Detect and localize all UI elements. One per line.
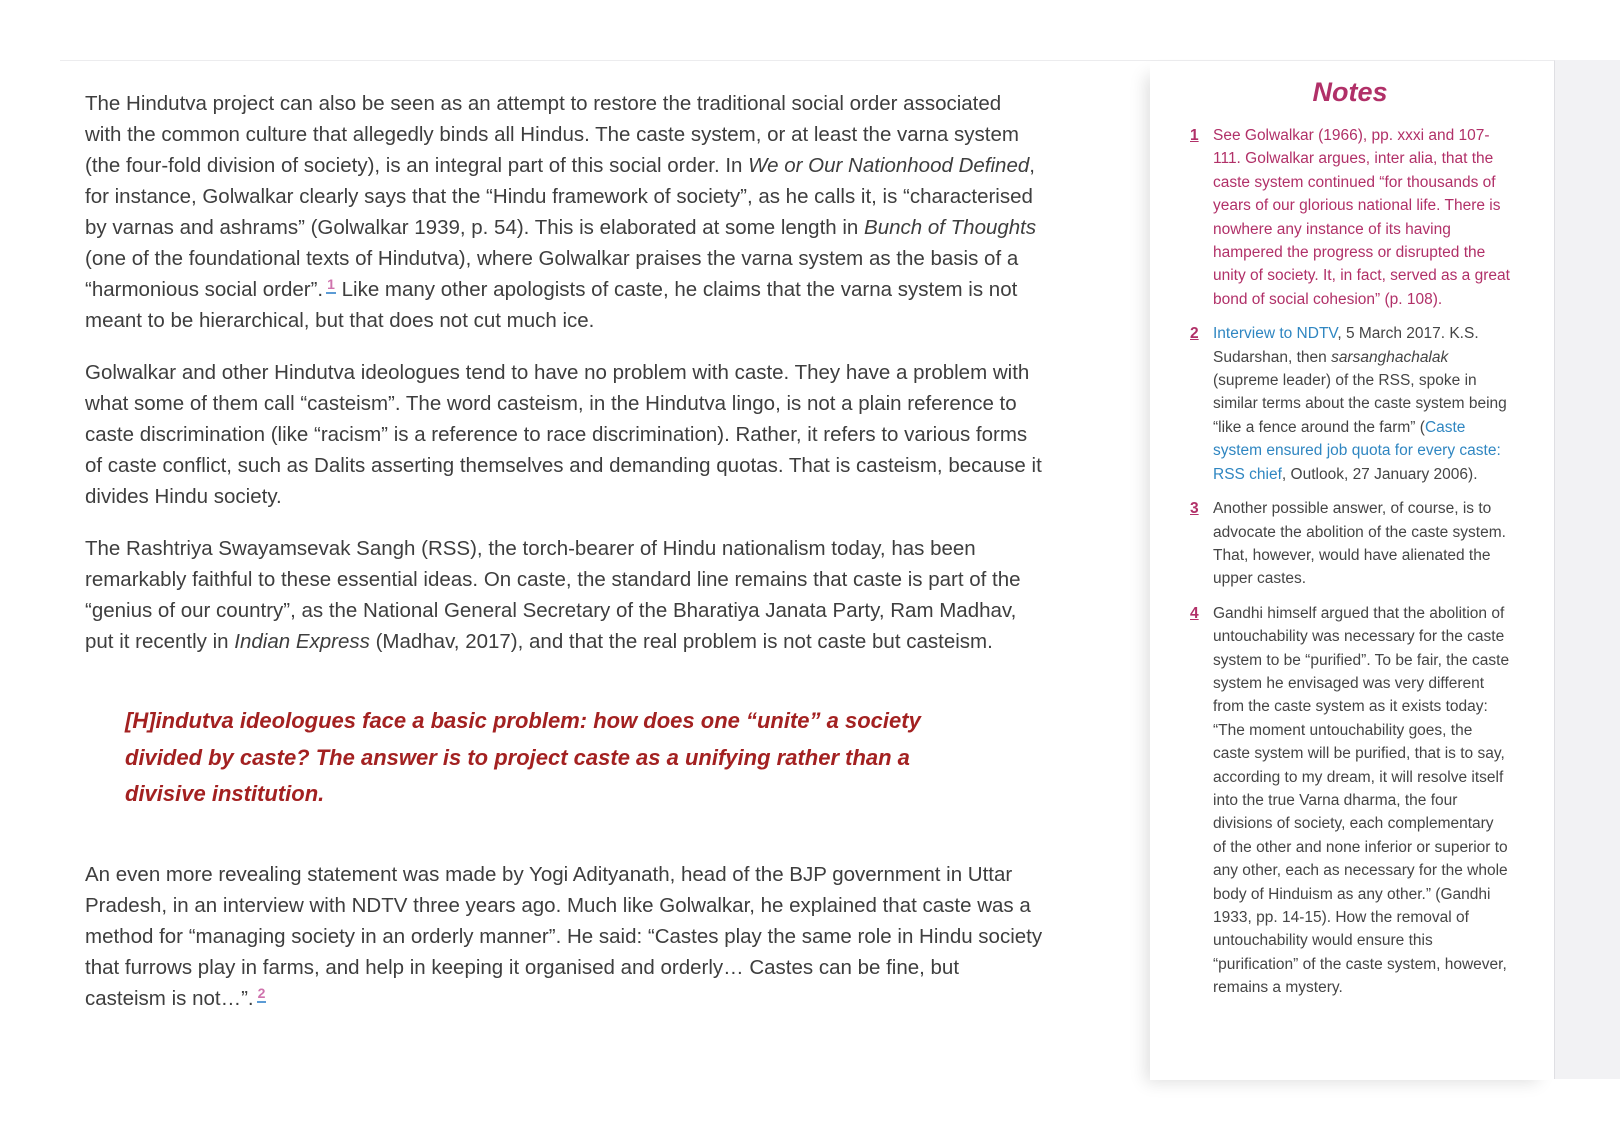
text-segment: sarsanghachalak	[1331, 348, 1449, 366]
footnote-ref[interactable]: 2	[257, 984, 266, 1001]
text-segment: The Rashtriya Swayamsevak Sangh (RSS), the torch-bearer of Hindu nationalism today, has been remarkably faithful to these essential ideas. On caste, the standard line remains that caste is part of the “genius of our country”, as the National General Secretary of the Bharatiya Janata Party, Ram Madhav, put it recently in	[85, 537, 1021, 653]
page-gutter	[1555, 60, 1620, 1079]
text-segment: , Outlook, 27 January 2006).	[1281, 465, 1478, 483]
text-segment: (Madhav, 2017), and that the real problem is not caste but casteism.	[369, 630, 993, 653]
text-segment: , 5 March 2017. K.S. Sudarshan, then	[1213, 325, 1479, 366]
article-paragraph	[85, 357, 1043, 512]
text-segment: Another possible answer, of course, is to advocate the abolition of the caste system. That, however, would have alienated the upper castes.	[1213, 500, 1506, 588]
note-number[interactable]: 3	[1190, 500, 1199, 518]
note-link[interactable]: Caste system ensured job quota for every caste: RSS chief	[1213, 418, 1501, 483]
text-segment: Bunch of Thoughts	[864, 216, 1037, 239]
article-paragraph	[85, 533, 1043, 657]
note-number[interactable]: 4	[1190, 604, 1199, 622]
note-link[interactable]: Interview to NDTV	[1213, 325, 1338, 343]
text-segment: An even more revealing statement was made by Yogi Adityanath, head of the BJP government in Uttar Pradesh, in an interview with NDTV three years ago. Much like Golwalkar, he explained that caste was a method for “managing society in an orderly manner”. He said: “Castes play the same role in Hindu society that furrows play in farms, and help in keeping it organised and orderly… Castes can be fine, but casteism is not…”.	[85, 862, 1043, 1010]
text-segment: Indian Express	[234, 630, 370, 653]
note-text	[1213, 124, 1510, 311]
notes-title: Notes	[1312, 77, 1388, 107]
article-paragraph	[85, 88, 1043, 336]
note-text	[1213, 322, 1510, 486]
article-column	[85, 61, 1043, 1014]
article-paragraph	[85, 859, 1043, 1014]
text-segment: Gandhi himself argued that the abolition of untouchability was necessary for the caste system to be “purified”. To be fair, the caste system he envisaged was very different from the caste system as it exists today: “The moment untouchability goes, the caste system will be purified, that is to say, according to my dream, it will resolve itself into the true Varna dharma, the four divisions of society, each complementary of the other and none inferior or superior to any other, each as necessary for the whole body of Hinduism as any other.” (Gandhi 1933, pp. 14-15). How the removal of untouchability would ensure this “purification” of the caste system, however, remains a mystery.	[1213, 604, 1510, 997]
article-card	[60, 60, 1555, 1079]
pull-quote	[125, 703, 983, 813]
text-segment: The Hindutva project can also be seen as an attempt to restore the traditional social order associated with the common culture that allegedly binds all Hindus. The caste system, or at least the varna system (the four-fold division of society), is an integral part of this social order. In	[85, 92, 1019, 177]
note-item	[1190, 322, 1510, 486]
text-segment: Golwalkar and other Hindutva ideologues tend to have no problem with caste. They have a problem with what some of them call “casteism”. The word casteism, in the Hindutva lingo, is not a plain reference to caste discrimination (like “racism” is a reference to race discrimination). Rather, it refers to various forms of caste conflict, such as Dalits asserting themselves and demanding quotas. That is casteism, because it divides Hindu society.	[85, 361, 1042, 508]
note-number[interactable]: 1	[1190, 127, 1199, 144]
note-item	[1190, 497, 1510, 591]
notes-panel	[1150, 61, 1554, 1080]
text-segment: [H]indutva ideologues face a basic problem: how does one “unite” a society divided by caste? The answer is to project caste as a unifying rather than a divisive institution.	[125, 708, 921, 806]
text-segment: We or Our Nationhood Defined	[748, 154, 1030, 177]
note-item	[1190, 124, 1510, 311]
notes-list	[1190, 124, 1510, 1000]
text-segment: (one of the foundational texts of Hindutva), where Golwalkar praises the varna system as the basis of a “harmonious social order”.	[85, 247, 1019, 301]
footnote-ref[interactable]: 1	[327, 276, 335, 292]
note-text	[1213, 497, 1510, 591]
note-text	[1213, 602, 1510, 1000]
text-segment: (supreme leader) of the RSS, spoke in similar terms about the caste system being “like a fence around the farm” (	[1213, 372, 1507, 436]
text-segment: , for instance, Golwalkar clearly says that the “Hindu framework of society”, as he calls it, is “characterised by varnas and ashrams” (Golwalkar 1939, p. 54). This is elaborated at some length in	[85, 154, 1035, 239]
note-item	[1190, 602, 1510, 1000]
text-segment: Like many other apologists of caste, he claims that the varna system is not meant to be hierarchical, but that does not cut much ice.	[85, 278, 1018, 332]
text-segment: See Golwalkar (1966), pp. xxxi and 107-111. Golwalkar argues, inter alia, that the caste system continued “for thousands of years of our glorious national life. There is nowhere any instance of its having hampered the progress or disrupted the unity of society. It, in fact, served as a great bond of social cohesion” (p. 108).	[1213, 127, 1510, 308]
note-number[interactable]: 2	[1190, 325, 1199, 343]
